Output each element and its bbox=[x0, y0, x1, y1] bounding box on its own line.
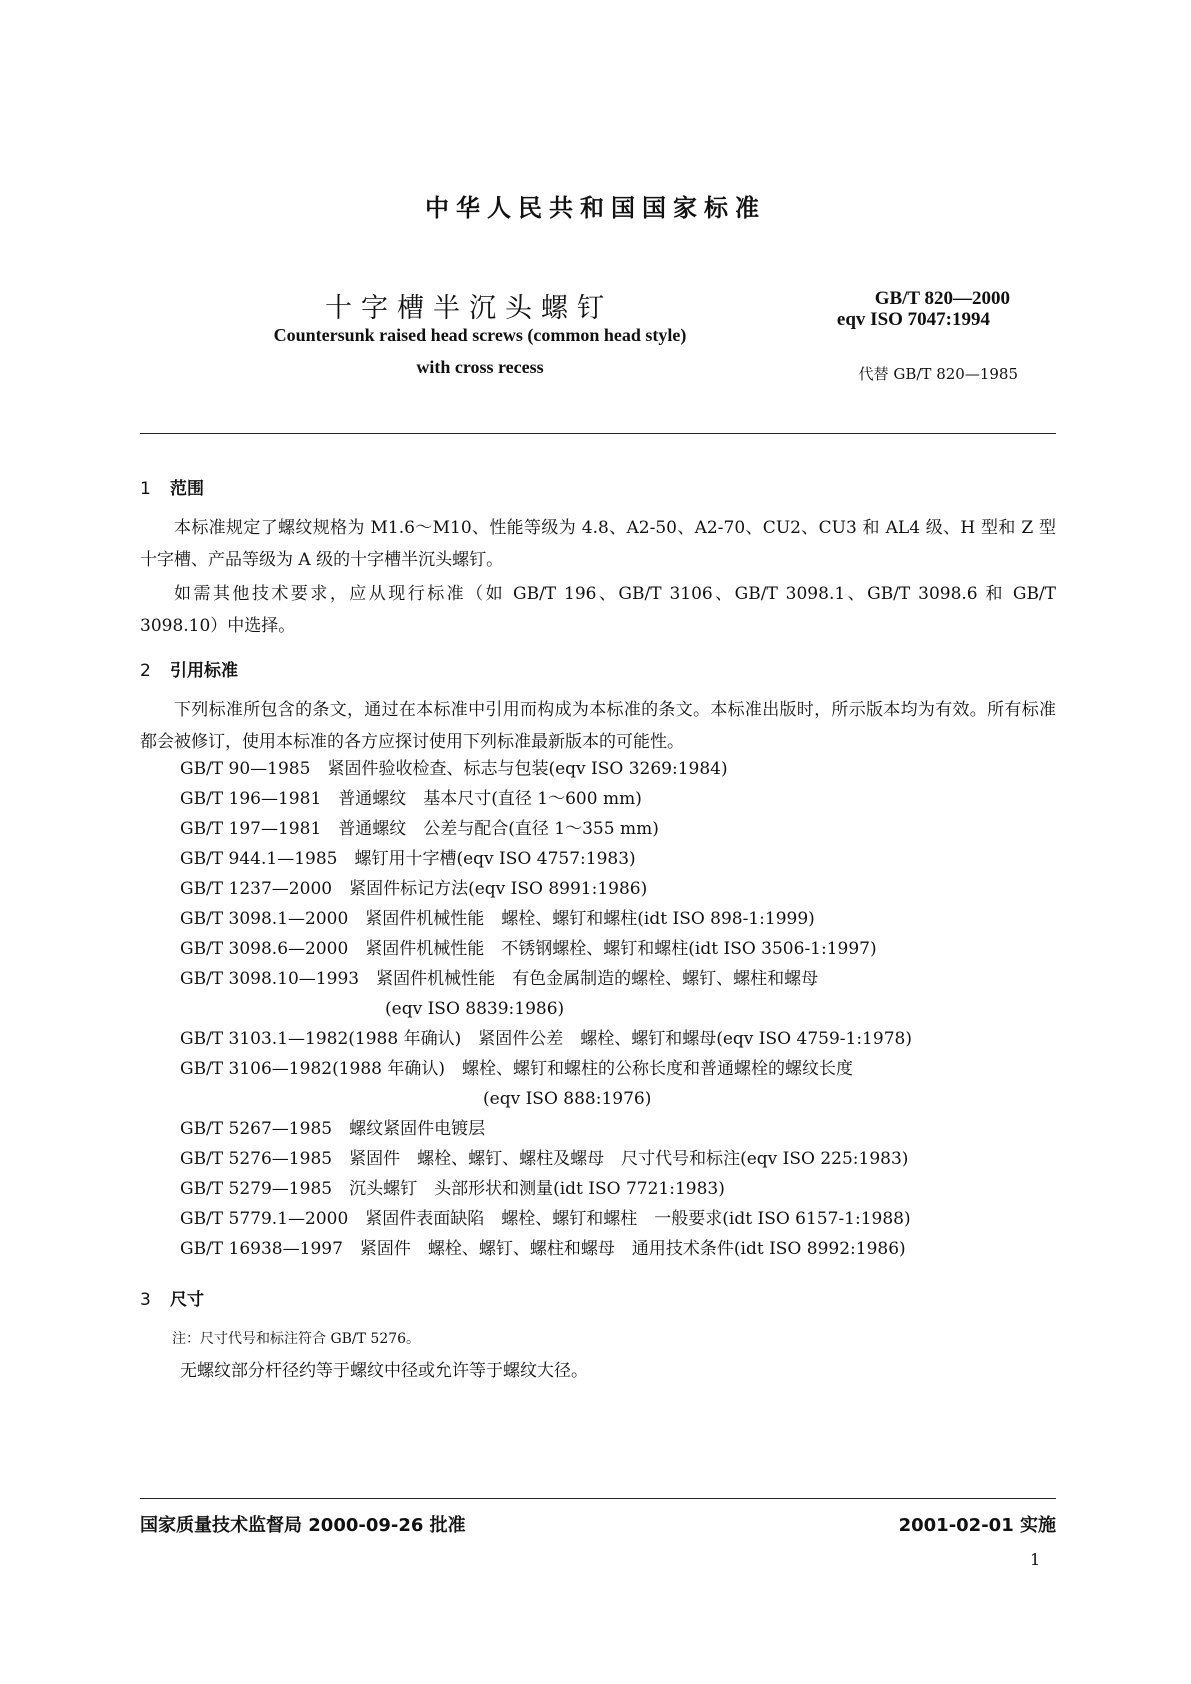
reference-item: GB/T 5779.1—2000 紧固件表面缺陷 螺栓、螺钉和螺柱 一般要求(idt ISO 6157-1:1988) bbox=[180, 1209, 911, 1229]
reference-item: GB/T 3106—1982(1988 年确认) 螺栓、螺钉和螺柱的公称长度和普通螺栓的螺纹长度 bbox=[180, 1059, 854, 1079]
section-1-paragraph-1: 本标准规定了螺纹规格为 M1.6～M10、性能等级为 4.8、A2-50、A2-70、CU2、CU3 和 AL4 级、H 型和 Z 型十字槽、产品等级为 A 级的十字槽半沉头螺钉。 bbox=[140, 518, 1056, 570]
english-title-line-1: Countersunk raised head screws (common head style) bbox=[273, 325, 687, 345]
effective-date: 2001-02-01 实施 bbox=[898, 1515, 1056, 1536]
reference-item: GB/T 1237—2000 紧固件标记方法(eqv ISO 8991:1986) bbox=[180, 879, 648, 899]
approval-date: 国家质量技术监督局 2000-09-26 批准 bbox=[140, 1515, 466, 1536]
reference-item-continuation: (eqv ISO 8839:1986) bbox=[385, 999, 565, 1019]
section-number: 1 bbox=[140, 479, 151, 499]
reference-item: GB/T 90—1985 紧固件验收检查、标志与包装(eqv ISO 3269:1984) bbox=[180, 759, 728, 779]
section-1-heading bbox=[140, 474, 204, 499]
reference-item: GB/T 196—1981 普通螺纹 基本尺寸(直径 1～600 mm) bbox=[180, 789, 642, 809]
reference-item: GB/T 944.1—1985 螺钉用十字槽(eqv ISO 4757:1983) bbox=[180, 849, 636, 869]
section-title: 引用标准 bbox=[170, 661, 238, 681]
reference-item: GB/T 3098.1—2000 紧固件机械性能 螺栓、螺钉和螺柱(idt ISO 898-1:1999) bbox=[180, 909, 815, 929]
section-number: 2 bbox=[140, 661, 151, 681]
document-title: 十字槽半沉头螺钉 bbox=[325, 293, 613, 324]
section-title: 范围 bbox=[170, 479, 204, 499]
header-divider bbox=[140, 433, 1056, 434]
replaces-standard: 代替 GB/T 820—1985 bbox=[858, 365, 1018, 383]
section-2-paragraph-1: 下列标准所包含的条文，通过在本标准中引用而构成为本标准的条文。本标准出版时，所示版本均为有效。所有标准都会被修订，使用本标准的各方应探讨使用下列标准最新版本的可能性。 bbox=[140, 700, 1056, 752]
reference-item: GB/T 5267—1985 螺纹紧固件电镀层 bbox=[180, 1119, 486, 1139]
reference-item: GB/T 3098.6—2000 紧固件机械性能 不锈钢螺栓、螺钉和螺柱(idt ISO 3506-1:1997) bbox=[180, 939, 877, 959]
section-3-note: 注：尺寸代号和标注符合 GB/T 5276。 bbox=[172, 1331, 421, 1347]
footer-divider bbox=[140, 1498, 1056, 1499]
reference-item: GB/T 197—1981 普通螺纹 公差与配合(直径 1～355 mm) bbox=[180, 819, 659, 839]
reference-item-continuation: (eqv ISO 888:1976) bbox=[483, 1089, 652, 1109]
page-number: 1 bbox=[1030, 1550, 1041, 1569]
section-3-text: 无螺纹部分杆径约等于螺纹中径或允许等于螺纹大径。 bbox=[180, 1361, 588, 1381]
standard-equivalence: eqv ISO 7047:1994 bbox=[836, 309, 990, 330]
standard-code: GB/T 820—2000 bbox=[874, 288, 1010, 309]
section-1-paragraph-2: 如需其他技术要求，应从现行标准（如 GB/T 196、GB/T 3106、GB/T 3098.1、GB/T 3098.6 和 GB/T 3098.10）中选择。 bbox=[140, 584, 1056, 636]
section-title: 尺寸 bbox=[170, 1290, 204, 1310]
reference-item: GB/T 3098.10—1993 紧固件机械性能 有色金属制造的螺栓、螺钉、螺柱和螺母 bbox=[180, 969, 819, 989]
section-3-heading bbox=[140, 1285, 204, 1310]
section-number: 3 bbox=[140, 1290, 151, 1310]
reference-item: GB/T 16938—1997 紧固件 螺栓、螺钉、螺柱和螺母 通用技术条件(idt ISO 8992:1986) bbox=[180, 1239, 906, 1259]
reference-item: GB/T 5276—1985 紧固件 螺栓、螺钉、螺柱及螺母 尺寸代号和标注(eqv ISO 225:1983) bbox=[180, 1149, 909, 1169]
reference-item: GB/T 5279—1985 沉头螺钉 头部形状和测量(idt ISO 7721:1983) bbox=[180, 1179, 725, 1199]
national-standard-heading: 中华人民共和国国家标准 bbox=[425, 194, 766, 222]
section-2-heading bbox=[140, 656, 238, 681]
english-title-line-2: with cross recess bbox=[416, 357, 544, 377]
reference-item: GB/T 3103.1—1982(1988 年确认) 紧固件公差 螺栓、螺钉和螺母(eqv ISO 4759-1:1978) bbox=[180, 1029, 912, 1049]
